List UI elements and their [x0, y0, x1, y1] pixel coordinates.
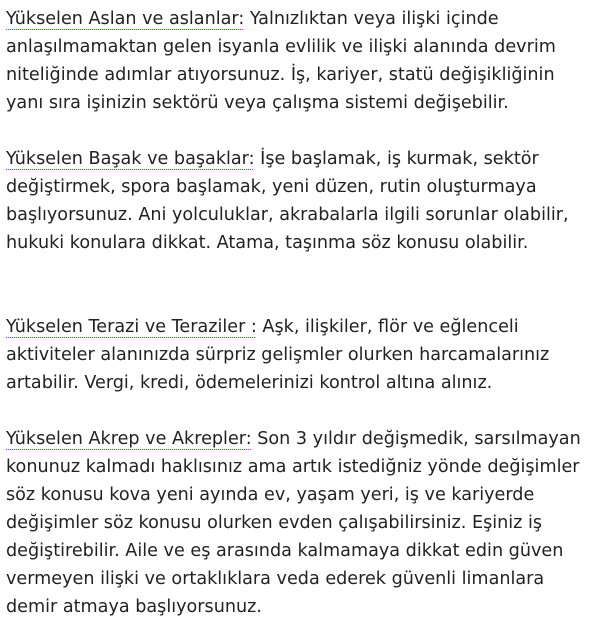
paragraph-terazi [6, 313, 596, 397]
body-akrep: Son 3 yıldır değişmedik, sarsılmayan konunuz kalmadı haklısınız ama artık istediğniz yönde değişimler söz konusu kova yeni ayında ev, yaşam yeri, iş ve kariyerde değişimler söz konusu olurken evden çalışabilirsiniz. Eşiniz iş değiştirebilir. Aile ve eş arasında kalmamaya dikkat edin güven vermeyen ilişki ve ortaklıklara veda ederek güvenli limanlara demir atmaya başlıyorsunuz. [6, 429, 581, 617]
body-terazi: Aşk, ilişkiler, flör ve eğlenceli aktiviteler alanınızda sürpriz gelişmler olurken harcamalarınız artabilir. Vergi, kredi, ödemelerinizi kontrol altına alınız. [6, 317, 550, 393]
heading-akrep[interactable]: Yükselen Akrep ve Akrepler: [6, 429, 252, 449]
heading-basak[interactable]: Yükselen Başak ve başaklar: [6, 149, 255, 169]
paragraph-aslan [6, 5, 596, 117]
heading-aslan[interactable]: Yükselen Aslan ve aslanlar: [6, 9, 245, 29]
body-basak: İşe başlamak, iş kurmak, sektör değiştirmek, spora başlamak, yeni düzen, rutin oluşturmaya başlıyorsunuz. Ani yolculuklar, akrabalarla ilgili sorunlar olabilir, hukuki konulara dikkat. Atama, taşınma söz konusu olabilir. [6, 149, 569, 253]
body-aslan: Yalnızlıktan veya ilişki içinde anlaşılmamaktan gelen isyanla evlilik ve ilişki alanında devrim niteliğinde adımlar atıyorsunuz. İş, kariyer, statü değişikliğinin yanı sıra işinizin sektörü veya çalışma sistemi değişebilir. [6, 9, 556, 113]
paragraph-basak [6, 145, 596, 257]
heading-terazi[interactable]: Yükselen Terazi ve Teraziler : [6, 317, 257, 337]
paragraph-akrep [6, 425, 596, 621]
